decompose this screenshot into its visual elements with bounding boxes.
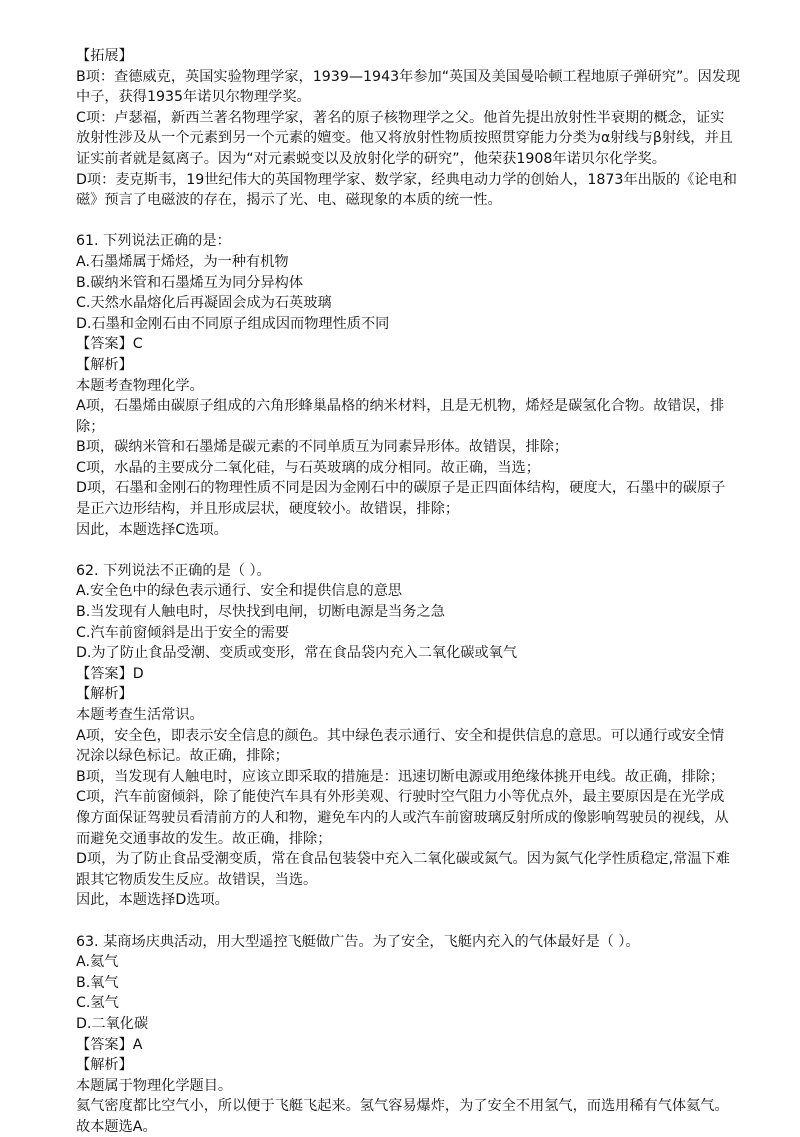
- option-a: A.石墨烯属于烯烃，为一种有机物: [76, 253, 289, 270]
- question-61: [76, 231, 754, 540]
- analysis-line: A项，安全色，即表示安全信息的颜色。其中绿色表示通行、安全和提供信息的意思。可以通行或安全情: [76, 727, 725, 744]
- analysis-line: A项，石墨烯由碳原子组成的六角形蜂巢晶格的纳米材料，且是无机物，烯烃是碳氢化合物。故错误，排: [76, 398, 725, 415]
- analysis-line: 故本题选A。: [76, 1118, 157, 1135]
- option-a: A.安全色中的绿色表示通行、安全和提供信息的意思: [76, 583, 403, 600]
- option-d: D.二氧化碳: [76, 1015, 149, 1032]
- extension-line: 放射性涉及从一个元素到另一个元素的嬗变。他又将放射性物质按照贯穿能力分类为α射线与β射线，并且: [76, 130, 733, 147]
- extension-line: D项：麦克斯韦，19世纪伟大的英国物理学家、数学家，经典电动力学的创始人，1873年出版的《论电和: [76, 171, 737, 188]
- option-a: A.氦气: [76, 954, 119, 971]
- answer-line: 【答案】D: [76, 665, 144, 682]
- analysis-line: 因此，本题选择D选项。: [76, 892, 229, 909]
- extension-line: B项：查德威克，英国实验物理学家，1939—1943年参加“英国及美国曼哈顿工程地原子弹研究”。因发现: [76, 68, 741, 85]
- analysis-line: 是正六边形结构，并且形成层状，硬度较小。故错误，排除；: [76, 501, 460, 518]
- option-d: D.石墨和金刚石由不同原子组成因而物理性质不同: [76, 315, 390, 332]
- analysis-line: 跟其它物质发生反应。故错误，当选。: [76, 871, 318, 888]
- question-62: [76, 561, 754, 911]
- analysis-line: 氦气密度都比空气小，所以便于飞艇飞起来。氢气容易爆炸，为了安全不用氢气，而选用稀有气体氦气。: [76, 1098, 729, 1115]
- analysis-line: 本题属于物理化学题目。: [76, 1077, 233, 1094]
- analysis-title: 【解析】: [76, 686, 133, 703]
- analysis-line: 本题考查物理化学。: [76, 377, 204, 394]
- analysis-line: 况涂以绿色标记。故正确，排除；: [76, 748, 289, 765]
- analysis-line: D项，为了防止食品受潮变质，常在食品包装袋中充入二氧化碳或氮气。因为氮气化学性质稳定,常温下难: [76, 851, 730, 868]
- question-stem: 61. 下列说法正确的是：: [76, 233, 231, 250]
- spacer: [76, 911, 754, 932]
- option-b: B.碳纳米管和石墨烯互为同分异构体: [76, 274, 304, 291]
- analysis-line: B项，碳纳米管和石墨烯是碳元素的不同单质互为同素异形体。故错误，排除；: [76, 439, 569, 456]
- analysis-line: C项，汽车前窗倾斜，除了能使汽车具有外形美观、行驶时空气阻力小等优点外，最主要原因是在光学成: [76, 789, 725, 806]
- question-stem: 62. 下列说法不正确的是（ ）。: [76, 562, 271, 579]
- analysis-line: 而避免交通事故的发生。故正确，排除；: [76, 830, 332, 847]
- extension-section: [76, 46, 754, 211]
- spacer: [76, 211, 754, 232]
- extension-title: 【拓展】: [76, 48, 133, 64]
- option-c: C.汽车前窗倾斜是出于安全的需要: [76, 624, 290, 641]
- question-63: [76, 932, 754, 1137]
- analysis-title: 【解析】: [76, 1057, 133, 1074]
- analysis-line: 因此，本题选择C选项。: [76, 521, 228, 538]
- analysis-line: C项，水晶的主要成分二氧化硅，与石英玻璃的成分相同。故正确，当选；: [76, 459, 540, 476]
- analysis-line: D项，石墨和金刚石的物理性质不同是因为金刚石中的碳原子是正四面体结构，硬度大，石墨中的碳原子: [76, 480, 726, 497]
- option-c: C.天然水晶熔化后再凝固会成为石英玻璃: [76, 295, 332, 312]
- extension-line: 中子，获得1935年诺贝尔物理学奖。: [76, 89, 311, 106]
- analysis-line: 本题考查生活常识。: [76, 707, 204, 723]
- spacer: [76, 540, 754, 561]
- extension-line: 磁》预言了电磁波的存在，揭示了光、电、磁现象的本质的统一性。: [76, 192, 502, 209]
- analysis-line: 除；: [76, 418, 105, 435]
- extension-line: 证实前者就是氦离子。因为“对元素蜕变以及放射化学的研究”，他荣获1908年诺贝尔化学奖。: [76, 150, 666, 167]
- option-b: B.当发现有人触电时，尽快找到电闸，切断电源是当务之急: [76, 604, 445, 621]
- answer-line: 【答案】C: [76, 336, 143, 353]
- option-d: D.为了防止食品受潮、变质或变形，常在食品袋内充入二氧化碳或氧气: [76, 645, 518, 662]
- analysis-line: 像方面保证驾驶员看清前方的人和物，避免车内的人或汽车前窗玻璃反射所成的像影响驾驶员的视线，从: [76, 809, 729, 826]
- extension-line: C项：卢瑟福，新西兰著名物理学家，著名的原子核物理学之父。他首先提出放射性半衰期的概念，证实: [76, 109, 725, 126]
- analysis-line: B项，当发现有人触电时，应该立即采取的措施是：迅速切断电源或用绝缘体挑开电线。故正确，排除；: [76, 768, 725, 785]
- option-b: B.氧气: [76, 974, 119, 991]
- answer-line: 【答案】A: [76, 1036, 143, 1053]
- question-stem: 63. 某商场庆典活动，用大型遥控飞艇做广告。为了安全，飞艇内充入的气体最好是（ ）。: [76, 933, 640, 950]
- option-c: C.氢气: [76, 995, 119, 1012]
- analysis-title: 【解析】: [76, 356, 133, 373]
